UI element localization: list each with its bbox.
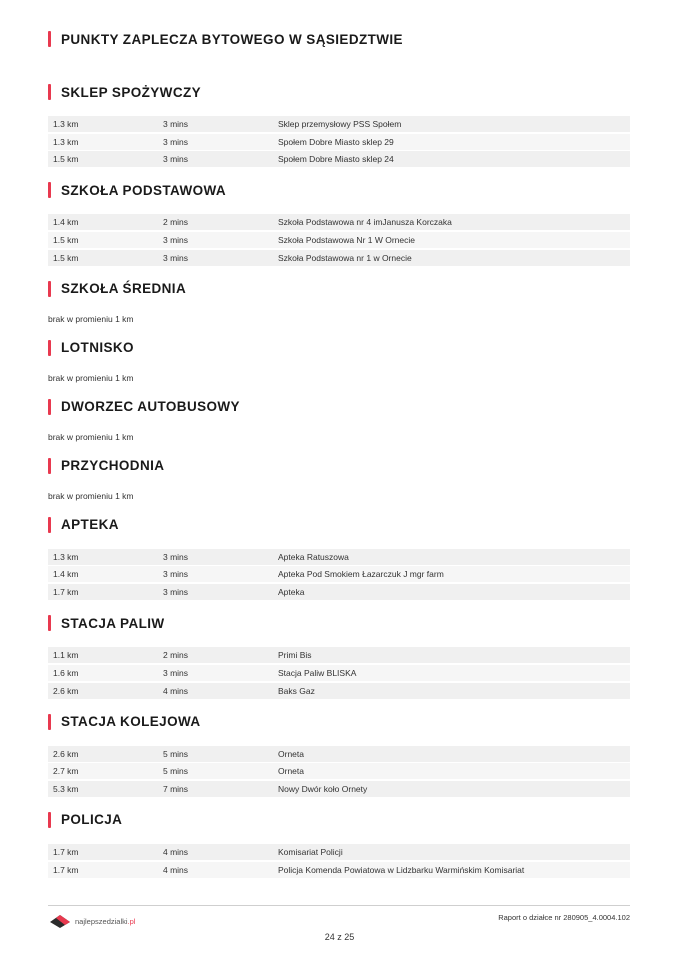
- time-cell: 3 mins: [163, 119, 189, 129]
- section: [48, 398, 630, 443]
- table-row: [48, 214, 630, 230]
- table-row: [48, 862, 630, 878]
- section-accent-bar: [48, 458, 51, 474]
- distance-cell: 1.3 km: [53, 119, 79, 129]
- page-title-text: PUNKTY ZAPLECZA BYTOWEGO W SĄSIEDZTWIE: [61, 31, 403, 47]
- section-title-text: POLICJA: [61, 812, 123, 828]
- distance-cell: 1.3 km: [53, 551, 79, 562]
- section-title: [48, 516, 630, 534]
- place-name-cell: Apteka: [278, 587, 305, 598]
- logo: [48, 913, 135, 929]
- time-cell: 3 mins: [163, 235, 189, 246]
- distance-cell: 1.5 km: [53, 154, 79, 165]
- section: [48, 83, 630, 167]
- page-number: 24 z 25: [324, 932, 355, 942]
- time-cell: 4 mins: [163, 685, 189, 696]
- distance-cell: 2.6 km: [53, 748, 79, 759]
- poi-table: [48, 549, 630, 600]
- poi-table: [48, 116, 630, 167]
- section-accent-bar: [48, 340, 51, 356]
- time-cell: 3 mins: [163, 569, 189, 580]
- section: [48, 280, 630, 325]
- distance-cell: 1.4 km: [53, 569, 79, 580]
- time-cell: 4 mins: [163, 846, 189, 857]
- section-title: [48, 339, 630, 357]
- empty-note: brak w promieniu 1 km: [48, 372, 134, 383]
- section-title: [48, 181, 630, 199]
- time-cell: 3 mins: [163, 252, 189, 263]
- section-title-text: APTEKA: [61, 517, 119, 533]
- section-title-text: STACJA KOLEJOWA: [61, 714, 201, 729]
- distance-cell: 1.3 km: [53, 136, 79, 147]
- section-accent-bar: [48, 182, 51, 198]
- place-name-cell: Nowy Dwór koło Ornety: [278, 783, 368, 794]
- report-id: Raport o działce nr 280905_4.0004.102: [498, 913, 630, 922]
- poi-table: [48, 844, 630, 878]
- place-name-cell: Apteka Ratuszowa: [278, 551, 349, 562]
- time-cell: 4 mins: [163, 864, 189, 875]
- distance-cell: 1.5 km: [53, 252, 79, 263]
- place-name-cell: Komisariat Policji: [278, 846, 343, 857]
- table-row: [48, 763, 630, 779]
- table-row: [48, 151, 630, 167]
- section-accent-bar: [48, 281, 51, 297]
- time-cell: 3 mins: [163, 551, 189, 562]
- logo-text-main: najlepszedzialki: [75, 916, 128, 926]
- section-title-text: SKLEP SPOŻYWCZY: [61, 84, 202, 100]
- table-row: [48, 116, 630, 132]
- section-title: [48, 280, 630, 298]
- time-cell: 7 mins: [163, 783, 189, 794]
- table-row: [48, 250, 630, 266]
- section: [48, 181, 630, 265]
- distance-cell: 1.7 km: [53, 846, 79, 857]
- section-title-text: PRZYCHODNIA: [61, 458, 165, 474]
- time-cell: 2 mins: [163, 217, 189, 228]
- section: [48, 614, 630, 698]
- table-row: [48, 134, 630, 150]
- logo-text: [75, 917, 135, 926]
- section-title-text: STACJA PALIW: [61, 615, 165, 631]
- place-name-cell: Sklep przemysłowy PSS Społem: [278, 119, 402, 129]
- time-cell: 3 mins: [163, 154, 189, 165]
- section-title: [48, 614, 630, 632]
- section-title: [48, 713, 630, 731]
- time-cell: 2 mins: [163, 650, 189, 661]
- time-cell: 3 mins: [163, 136, 189, 147]
- place-name-cell: Baks Gaz: [278, 685, 315, 696]
- place-name-cell: Orneta: [278, 766, 304, 777]
- table-row: [48, 566, 630, 582]
- section-title: [48, 457, 630, 475]
- time-cell: 5 mins: [163, 748, 189, 759]
- place-name-cell: Szkoła Podstawowa Nr 1 W Ornecie: [278, 235, 415, 246]
- poi-table: [48, 214, 630, 265]
- place-name-cell: Stacja Paliw BLISKA: [278, 667, 357, 678]
- table-row: [48, 746, 630, 762]
- table-row: [48, 232, 630, 248]
- section: [48, 516, 630, 600]
- section-title: [48, 811, 630, 829]
- section-title-text: LOTNISKO: [61, 340, 134, 356]
- section-title-text: DWORZEC AUTOBUSOWY: [61, 399, 240, 415]
- table-row: [48, 844, 630, 860]
- section: [48, 811, 630, 878]
- empty-note: brak w promieniu 1 km: [48, 431, 134, 442]
- table-row: [48, 584, 630, 600]
- table-row: [48, 549, 630, 565]
- distance-cell: 2.6 km: [53, 685, 79, 696]
- place-name-cell: Orneta: [278, 748, 304, 759]
- empty-note: brak w promieniu 1 km: [48, 313, 134, 324]
- section-accent-bar: [48, 812, 51, 828]
- distance-cell: 1.7 km: [53, 587, 79, 598]
- section-title: [48, 398, 630, 416]
- place-name-cell: Primi Bis: [278, 650, 312, 661]
- time-cell: 5 mins: [163, 766, 189, 777]
- logo-house-icon: [48, 913, 72, 929]
- section-title: [48, 83, 630, 101]
- section-accent-bar: [48, 517, 51, 533]
- section: [48, 457, 630, 502]
- poi-table: [48, 746, 630, 797]
- title-accent-bar: [48, 31, 51, 47]
- place-name-cell: Policja Komenda Powiatowa w Lidzbarku Warmińskim Komisariat: [278, 864, 525, 875]
- distance-cell: 1.1 km: [53, 650, 79, 661]
- distance-cell: 1.5 km: [53, 235, 79, 246]
- time-cell: 3 mins: [163, 667, 189, 678]
- place-name-cell: Szkoła Podstawowa nr 1 w Ornecie: [278, 252, 412, 263]
- section-accent-bar: [48, 84, 51, 100]
- footer-divider: [48, 905, 630, 906]
- section: [48, 339, 630, 384]
- logo-text-suffix: .pl: [127, 916, 136, 926]
- section-accent-bar: [48, 714, 51, 730]
- table-row: [48, 647, 630, 663]
- table-row: [48, 683, 630, 699]
- distance-cell: 2.7 km: [53, 766, 79, 777]
- distance-cell: 1.6 km: [53, 667, 79, 678]
- section: [48, 713, 630, 797]
- place-name-cell: Szkoła Podstawowa nr 4 imJanusza Korczaka: [278, 217, 452, 228]
- time-cell: 3 mins: [163, 587, 189, 598]
- section-accent-bar: [48, 399, 51, 415]
- section-title-text: SZKOŁA ŚREDNIA: [61, 281, 187, 297]
- place-name-cell: Społem Dobre Miasto sklep 24: [278, 154, 394, 165]
- page-title: [48, 31, 403, 47]
- sections-container: [48, 72, 630, 892]
- distance-cell: 1.4 km: [53, 217, 79, 228]
- table-row: [48, 781, 630, 797]
- distance-cell: 5.3 km: [53, 783, 79, 794]
- table-row: [48, 665, 630, 681]
- empty-note: brak w promieniu 1 km: [48, 490, 134, 501]
- place-name-cell: Społem Dobre Miasto sklep 29: [278, 136, 394, 147]
- section-accent-bar: [48, 615, 51, 631]
- place-name-cell: Apteka Pod Smokiem Łazarczuk J mgr farm: [278, 569, 444, 580]
- section-title-text: SZKOŁA PODSTAWOWA: [61, 182, 227, 198]
- distance-cell: 1.7 km: [53, 864, 79, 875]
- poi-table: [48, 647, 630, 698]
